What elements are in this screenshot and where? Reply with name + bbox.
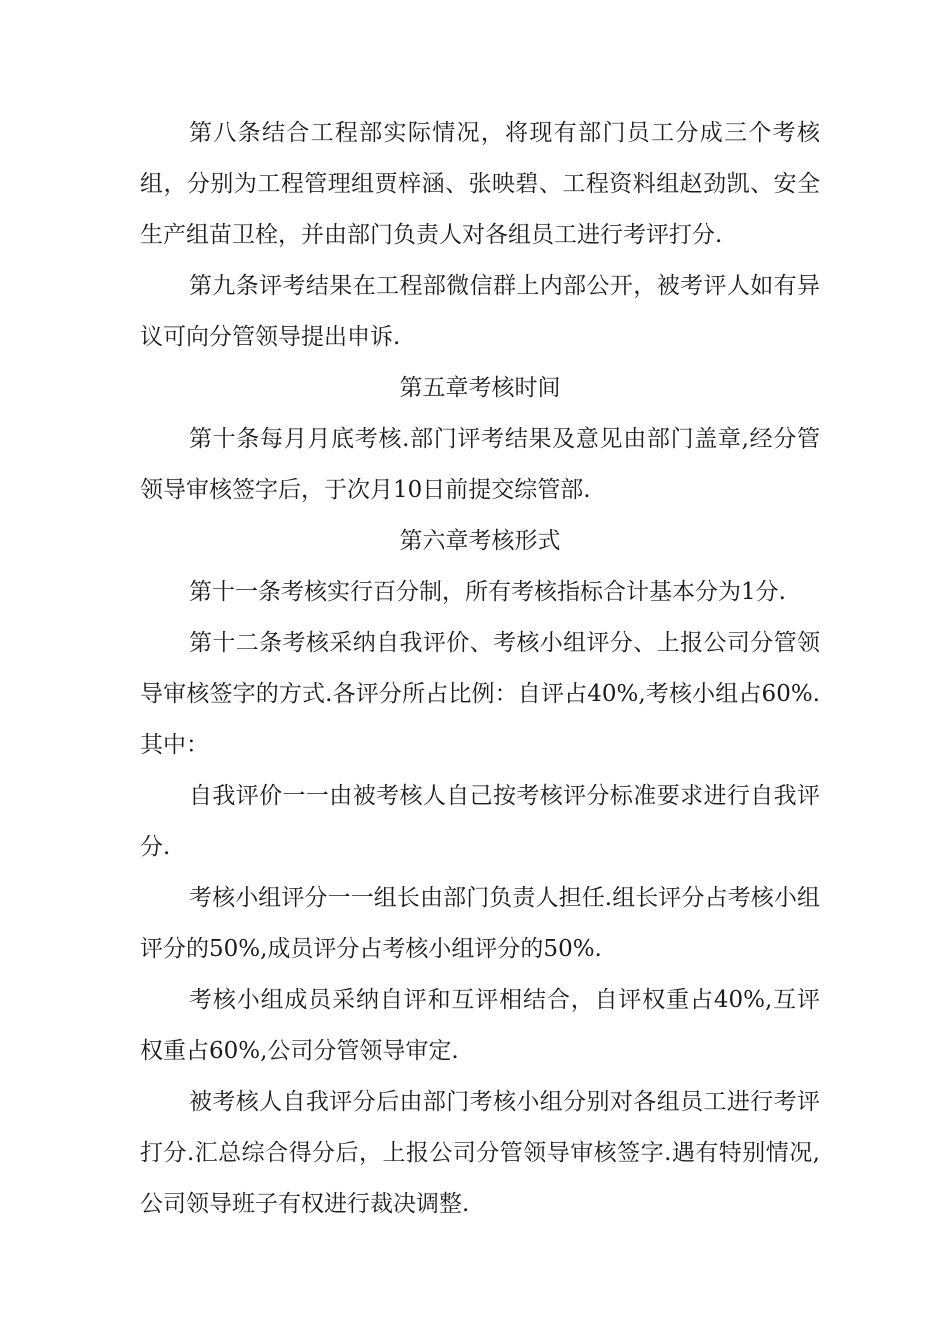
article-8-paragraph: 第八条结合工程部实际情况，将现有部门员工分成三个考核组，分别为工程管理组贾梓涵、张映碧、工程资料组赵劲凯、安全生产组苗卫栓，并由部门负责人对各组员工进行考评打分. [140,120,820,248]
article-10-paragraph: 第十条每月月底考核.部门评考结果及意见由部门盖章,经分管领导审核签字后，于次月10日前提交综管部. [140,426,820,503]
document-body [140,108,820,1230]
group-members-paragraph: 考核小组成员采纳自评和互评相结合，自评权重占40%,互评权重占60%,公司分管领导审定. [140,987,820,1064]
group-scoring-paragraph: 考核小组评分一一组长由部门负责人担任.组长评分占考核小组评分的50%,成员评分占考核小组评分的50%. [140,885,820,962]
chapter-6-heading: 第六章考核形式 [399,528,561,554]
article-9-paragraph: 第九条评考结果在工程部微信群上内部公开，被考评人如有异议可向分管领导提出申诉. [140,273,820,350]
article-12-paragraph: 第十二条考核采纳自我评价、考核小组评分、上报公司分管领导审核签字的方式.各评分所占比例：自评占40%,考核小组占60%.其中： [140,630,820,758]
self-evaluation-paragraph: 自我评价一一由被考核人自己按考核评分标准要求进行自我评分. [140,783,820,860]
chapter-5-heading: 第五章考核时间 [399,375,561,401]
article-11-paragraph: 第十一条考核实行百分制，所有考核指标合计基本分为1分. [189,579,786,605]
summary-paragraph: 被考核人自我评分后由部门考核小组分别对各组员工进行考评打分.汇总综合得分后，上报公司分管领导审核签字.遇有特别情况,公司领导班子有权进行裁决调整. [140,1089,820,1217]
